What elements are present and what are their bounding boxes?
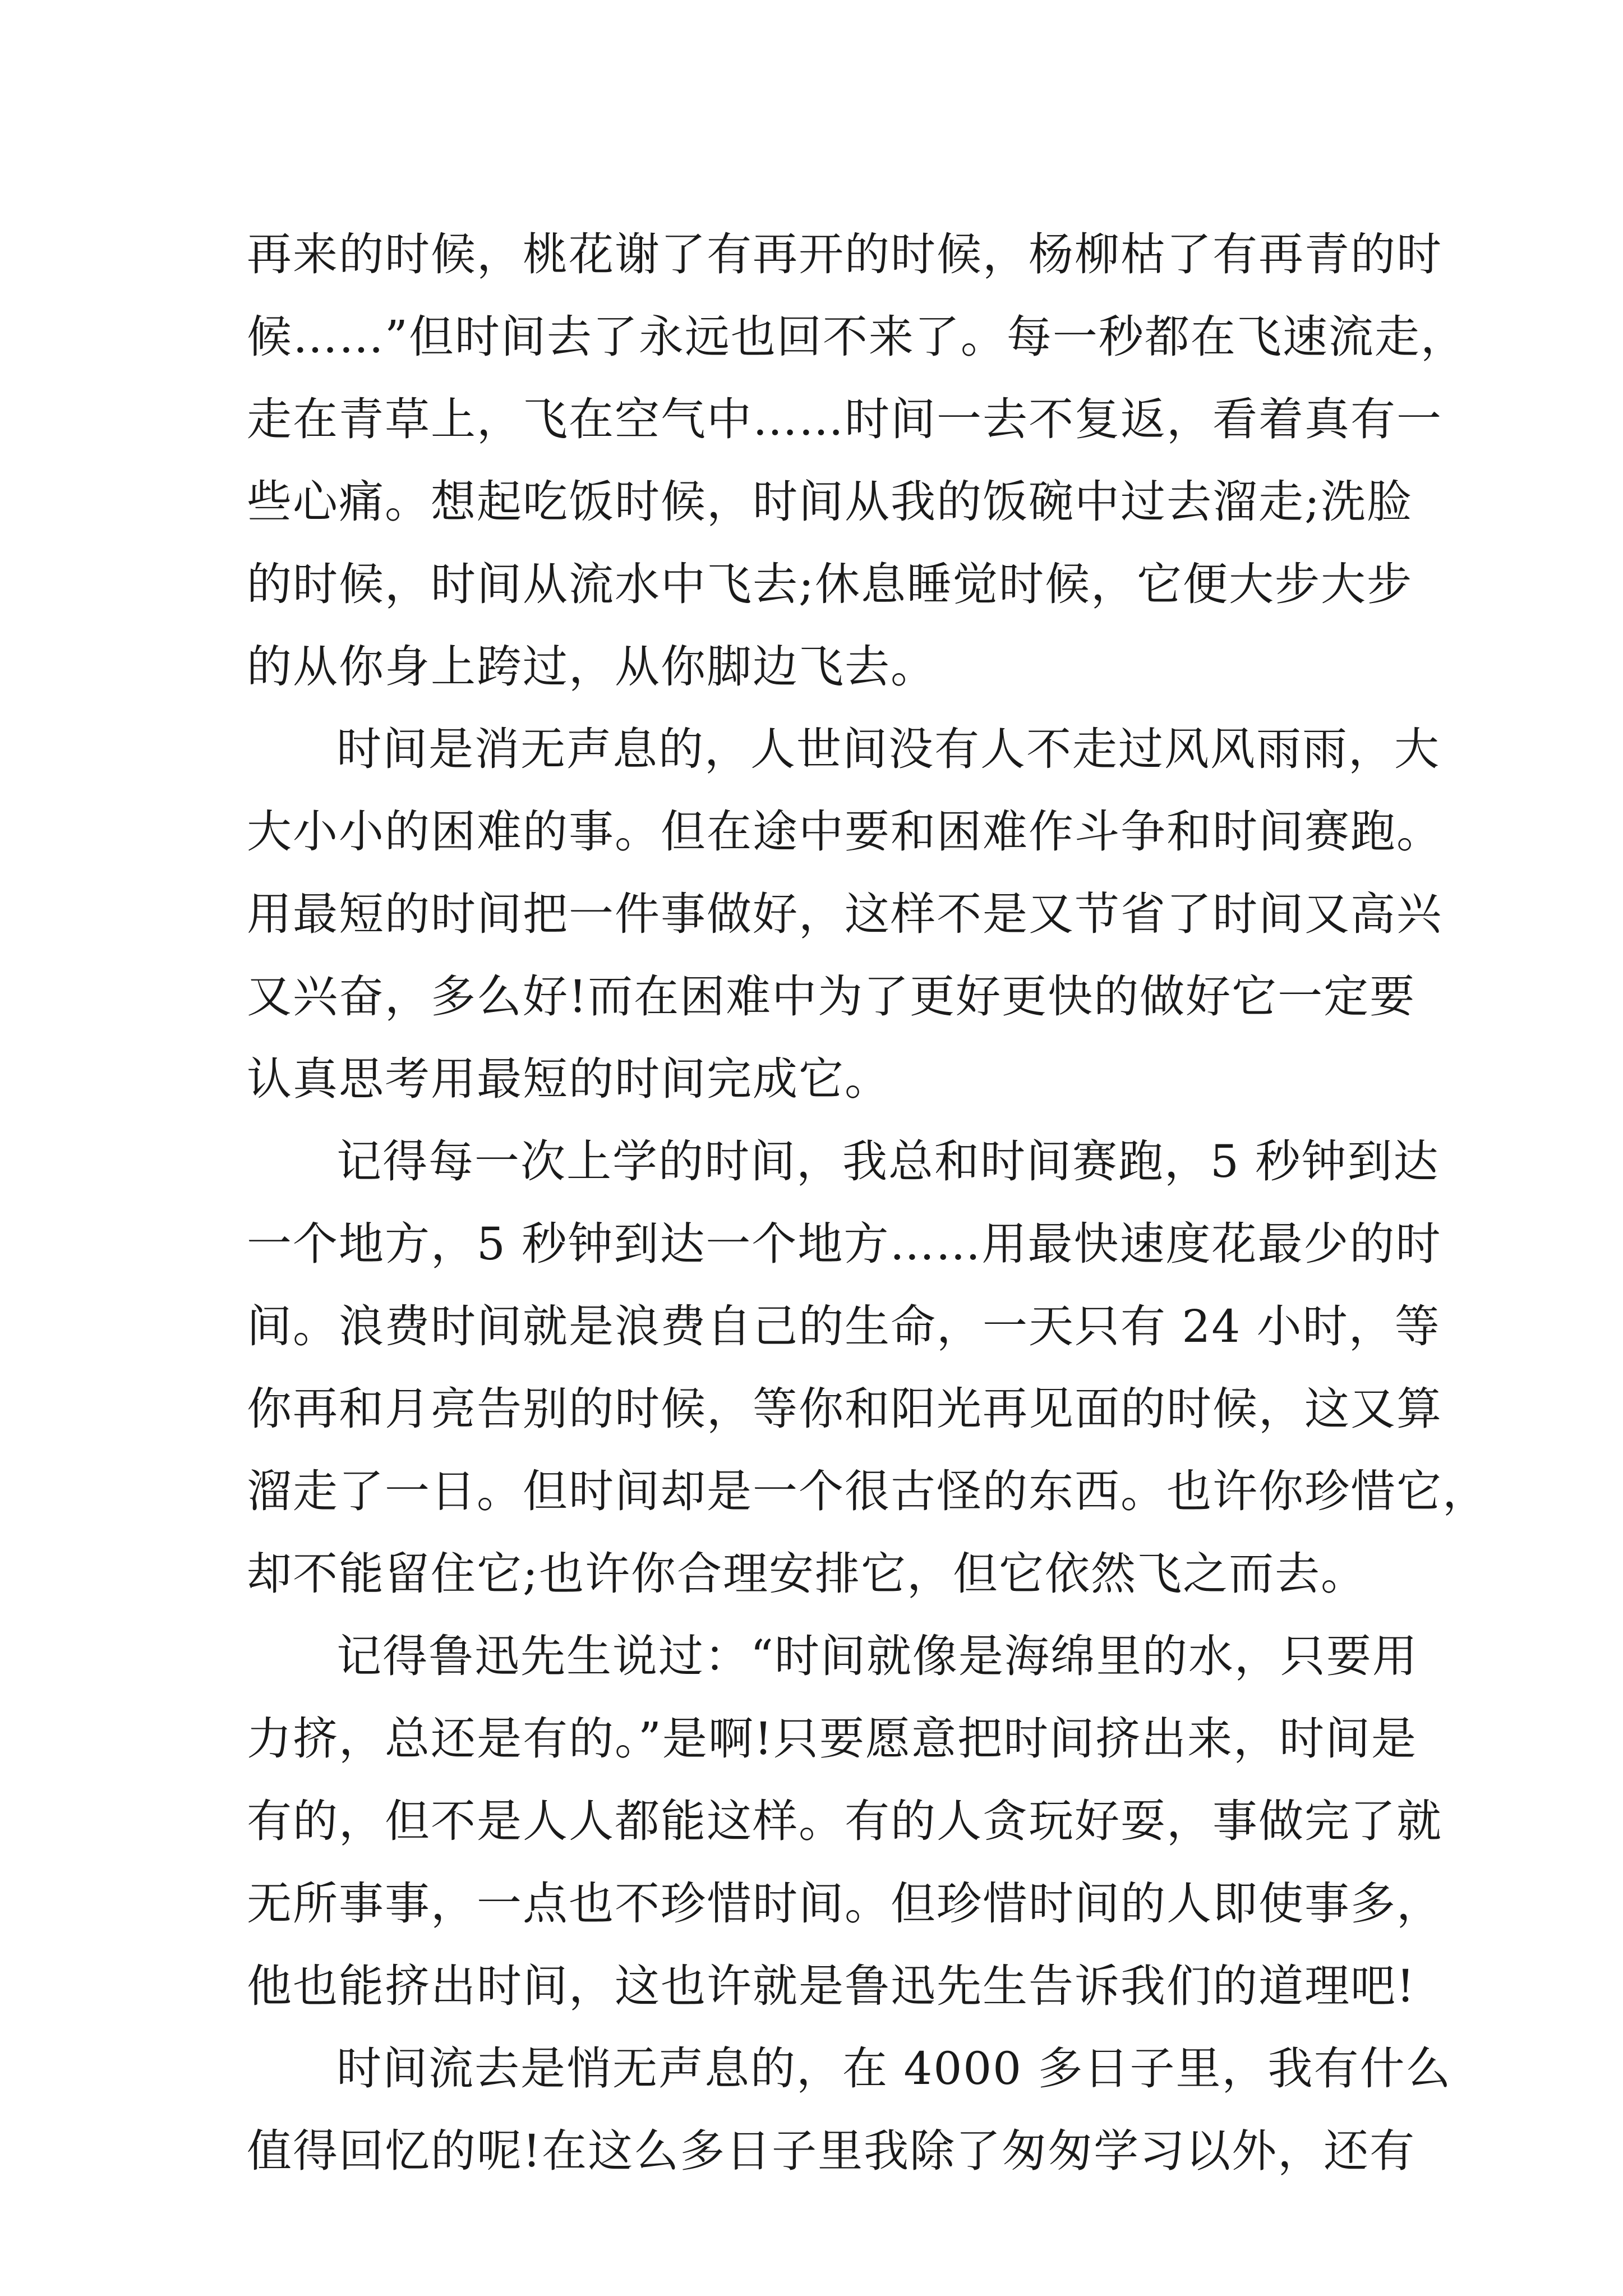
text-line: 记得鲁迅先生说过：“时间就像是海绵里的水，只要用 [336,1630,1418,1682]
text-line: 他也能挤出时间，这也许就是鲁迅先生告诉我们的道理吧! [247,1960,1416,2012]
paragraph [247,1615,1442,2027]
text-line: 走在青草上，飞在空气中……时间一去不复返，看着真有一 [247,393,1442,445]
paragraph [247,2027,1452,2192]
text-line: 用最短的时间把一件事做好，这样不是又节省了时间又高兴 [247,888,1442,940]
text-line: 溜走了一日。但时间却是一个很古怪的东西。也许你珍惜它， [247,1465,1488,1517]
text-line: 记得每一次上学的时间，我总和时间赛跑，5 秒钟到达 [336,1135,1440,1188]
text-line: 认真思考用最短的时间完成它。 [247,1053,891,1105]
text-line: 大小小的困难的事。但在途中要和困难作斗争和时间赛跑。 [247,806,1442,858]
text-line: 时间流去是悄无声息的，在 4000 多日子里，我有什么 [336,2042,1452,2095]
text-line: 力挤，总还是有的。”是啊!只要愿意把时间挤出来，时间是 [247,1713,1418,1765]
text-line: 却不能留住它;也许你合理安排它，但它依然飞之而去。 [247,1548,1367,1600]
text-line: 的时候，时间从流水中飞去;休息睡觉时候，它便大步大步 [247,558,1413,610]
text-line: 时间是消无声息的，人世间没有人不走过风风雨雨，大 [336,723,1440,775]
text-line: 值得回忆的呢!在这么多日子里我除了匆匆学习以外，还有 [247,2125,1416,2177]
text-line: 你再和月亮告别的时候，等你和阳光再见面的时候，这又算 [247,1383,1442,1435]
text-line: 又兴奋，多么好!而在困难中为了更好更快的做好它一定要 [247,970,1416,1023]
document-body [247,213,1488,2192]
text-line: 候……”但时间去了永远也回不来了。每一秒都在飞速流走， [247,311,1467,363]
text-line: 些心痛。想起吃饭时候，时间从我的饭碗中过去溜走;洗脸 [247,476,1413,528]
paragraph [247,1120,1488,1615]
paragraph [247,708,1442,1120]
text-line: 一个地方，5 秒钟到达一个地方……用最快速度花最少的时 [247,1218,1442,1270]
paragraph [247,213,1467,708]
text-line: 有的，但不是人人都能这样。有的人贪玩好耍，事做完了就 [247,1795,1442,1847]
text-line: 无所事事，一点也不珍惜时间。但珍惜时间的人即使事多， [247,1878,1442,1930]
text-line: 再来的时候，桃花谢了有再开的时候，杨柳枯了有再青的时 [247,228,1442,280]
text-line: 间。浪费时间就是浪费自己的生命，一天只有 24 小时，等 [247,1300,1441,1352]
text-line: 的从你身上跨过，从你脚边飞去。 [247,641,937,693]
